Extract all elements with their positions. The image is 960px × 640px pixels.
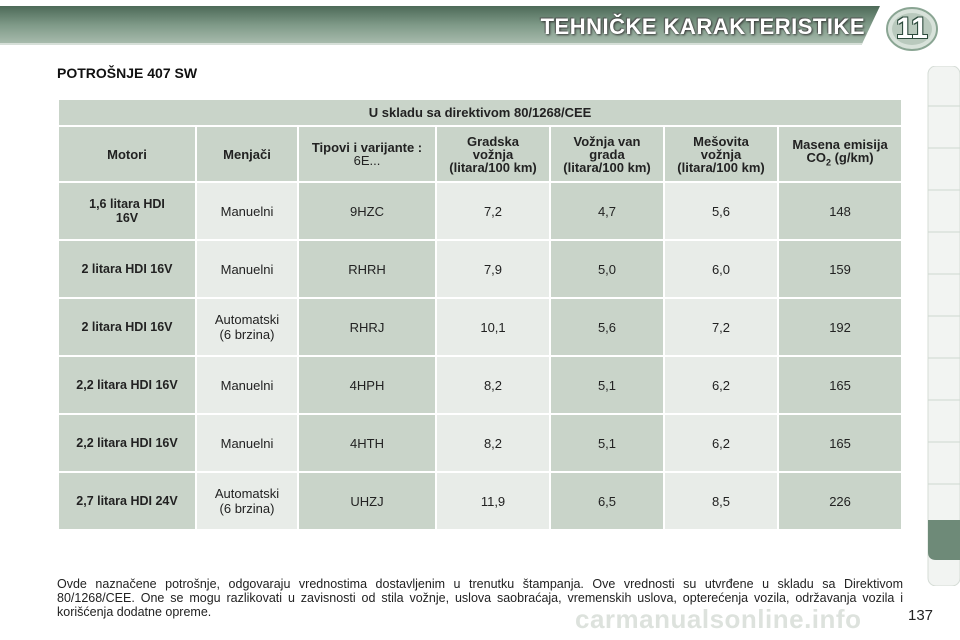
menjac-cell — [197, 241, 297, 297]
gradska-cell — [437, 183, 549, 239]
motor-cell — [59, 241, 195, 297]
table-header-row — [59, 127, 901, 181]
emisija-cell — [779, 357, 901, 413]
header-menjaci: Menjači — [197, 127, 297, 181]
motor-cell — [59, 299, 195, 355]
menjac-cell-text: Automatski — [214, 312, 280, 327]
emisija-cell-text: 165 — [829, 377, 851, 393]
tip-cell — [299, 357, 435, 413]
menjac-cell-text: Automatski — [214, 486, 280, 501]
emisija-cell — [779, 415, 901, 471]
mesovita-cell-text: 6,0 — [711, 261, 731, 277]
van-grada-cell-text: 5,0 — [597, 261, 617, 277]
header-mesovita-line2: vožnja — [700, 146, 742, 162]
tip-cell — [299, 473, 435, 529]
section-title: POTROŠNJE 407 SW — [57, 65, 198, 81]
mesovita-cell — [665, 357, 777, 413]
menjac-cell-text: (6 brzina) — [219, 501, 275, 516]
table-body — [59, 183, 901, 529]
menjac-cell — [197, 473, 297, 529]
header-gradska-line3: (litara/100 km) — [449, 159, 537, 175]
table-row — [59, 183, 901, 239]
motor-cell-text: 2 litara HDI 16V — [81, 262, 173, 276]
mesovita-cell — [665, 473, 777, 529]
header-emisija-line1: Masena emisija — [792, 137, 888, 153]
gradska-cell-text: 8,2 — [483, 377, 503, 393]
gradska-cell — [437, 415, 549, 471]
consumption-note: Ovde naznačene potrošnje, odgovaraju vrednostima dostavljenim u trenutku štampanja. Ove vrednosti su utvrđene u skladu sa Direktivom 80/1268/CEE. One se mogu razlikovati u zavisnosti od stila vožnje, uslova saobraćaja, vremenskih uslova, opterećenja vozila, održavanja vozila i korišćenja dodatne opreme. — [57, 577, 903, 619]
mesovita-cell — [665, 415, 777, 471]
van-grada-cell-text: 4,7 — [597, 203, 617, 219]
header-van-line1: Vožnja van — [573, 133, 641, 149]
header-emisija-subscript: 2 — [825, 157, 831, 168]
menjac-cell-text: (6 brzina) — [219, 327, 275, 342]
van-grada-cell-text: 6,5 — [597, 493, 617, 509]
chapter-number: 11 — [896, 12, 928, 45]
tip-cell-text: RHRH — [348, 261, 386, 277]
van-grada-cell — [551, 473, 663, 529]
van-grada-cell — [551, 183, 663, 239]
gradska-cell-text: 8,2 — [483, 435, 503, 451]
mesovita-cell-text: 6,2 — [711, 435, 731, 451]
tip-cell-text: 4HPH — [349, 377, 385, 393]
emisija-cell — [779, 473, 901, 529]
van-grada-cell — [551, 415, 663, 471]
emisija-cell-text: 148 — [829, 203, 851, 219]
emisija-cell-text: 165 — [829, 435, 851, 451]
motor-cell-text: 2,2 litara HDI 16V — [76, 436, 178, 450]
tip-cell — [299, 183, 435, 239]
gradska-cell-text: 10,1 — [480, 319, 506, 335]
table-caption-row — [59, 100, 901, 125]
gradska-cell — [437, 241, 549, 297]
header-van-line2: grada — [589, 146, 625, 162]
watermark: carmanualsonline.info — [575, 604, 862, 634]
header-emisija-unit: (g/km) — [830, 150, 874, 166]
table-row — [59, 241, 901, 297]
mesovita-cell — [665, 241, 777, 297]
header-van-line3: (litara/100 km) — [563, 159, 651, 175]
motor-cell-text: 2 litara HDI 16V — [81, 320, 173, 334]
van-grada-cell — [551, 299, 663, 355]
chapter-tabs — [926, 66, 960, 586]
mesovita-cell-text: 7,2 — [711, 319, 731, 335]
tip-cell — [299, 415, 435, 471]
header-emisija-line2 — [781, 151, 899, 170]
header-mesovita-line3: (litara/100 km) — [677, 159, 765, 175]
gradska-cell-text: 11,9 — [480, 493, 506, 509]
chapter-title: TEHNIČKE KARAKTERISTIKE — [540, 14, 865, 39]
emisija-cell — [779, 183, 901, 239]
gradska-cell — [437, 357, 549, 413]
van-grada-cell — [551, 241, 663, 297]
van-grada-cell — [551, 357, 663, 413]
tip-cell-text: 9HZC — [350, 203, 384, 219]
tip-cell-text: 4HTH — [350, 435, 384, 451]
motor-cell — [59, 183, 195, 239]
menjac-cell-text: Manuelni — [220, 203, 274, 219]
page-number: 137 — [908, 607, 934, 624]
motor-cell-text: 1,6 litara HDI — [89, 197, 165, 211]
motor-cell-text: 16V — [115, 211, 139, 225]
van-grada-cell-text: 5,6 — [597, 319, 617, 335]
consumption-table — [57, 98, 903, 531]
header-motori: Motori — [59, 127, 195, 181]
menjac-cell — [197, 357, 297, 413]
menjac-cell — [197, 299, 297, 355]
gradska-cell — [437, 299, 549, 355]
gradska-cell — [437, 473, 549, 529]
header-gradska — [437, 127, 549, 181]
gradska-cell-text: 7,9 — [483, 261, 503, 277]
header-gradska-line1: Gradska — [466, 133, 520, 149]
van-grada-cell-text: 5,1 — [597, 435, 617, 451]
menjac-cell — [197, 183, 297, 239]
header-mesovita-line1: Mešovita — [693, 133, 749, 149]
table-row — [59, 299, 901, 355]
header-tipovi-label: Tipovi i varijante : — [311, 140, 423, 155]
mesovita-cell-text: 5,6 — [711, 203, 731, 219]
emisija-cell-text: 192 — [829, 319, 851, 335]
van-grada-cell-text: 5,1 — [597, 377, 617, 393]
menjac-cell-text: Manuelni — [220, 435, 274, 451]
motor-cell-text: 2,2 litara HDI 16V — [76, 378, 178, 392]
emisija-cell-text: 159 — [829, 261, 851, 277]
gradska-cell-text: 7,2 — [483, 203, 503, 219]
motor-cell — [59, 415, 195, 471]
emisija-cell — [779, 299, 901, 355]
motor-cell-text: 2,7 litara HDI 24V — [76, 494, 178, 508]
table-caption: U skladu sa direktivom 80/1268/CEE — [59, 100, 901, 125]
emisija-cell — [779, 241, 901, 297]
motor-cell — [59, 473, 195, 529]
header-tipovi — [299, 127, 435, 181]
mesovita-cell-text: 8,5 — [711, 493, 731, 509]
tip-cell — [299, 299, 435, 355]
header-gradska-line2: vožnja — [472, 146, 514, 162]
header-van-grada — [551, 127, 663, 181]
mesovita-cell-text: 6,2 — [711, 377, 731, 393]
menjac-cell — [197, 415, 297, 471]
menjac-cell-text: Manuelni — [220, 377, 274, 393]
motor-cell — [59, 357, 195, 413]
header-emisija-co: CO — [806, 150, 826, 166]
table-row — [59, 473, 901, 529]
mesovita-cell — [665, 183, 777, 239]
menjac-cell-text: Manuelni — [220, 261, 274, 277]
tip-cell — [299, 241, 435, 297]
header-emisija — [779, 127, 901, 181]
header-tipovi-sub: 6E... — [353, 153, 381, 168]
mesovita-cell — [665, 299, 777, 355]
emisija-cell-text: 226 — [829, 493, 851, 509]
tip-cell-text: UHZJ — [350, 493, 384, 509]
table-row — [59, 415, 901, 471]
header-mesovita — [665, 127, 777, 181]
tip-cell-text: RHRJ — [349, 319, 385, 335]
table-row — [59, 357, 901, 413]
